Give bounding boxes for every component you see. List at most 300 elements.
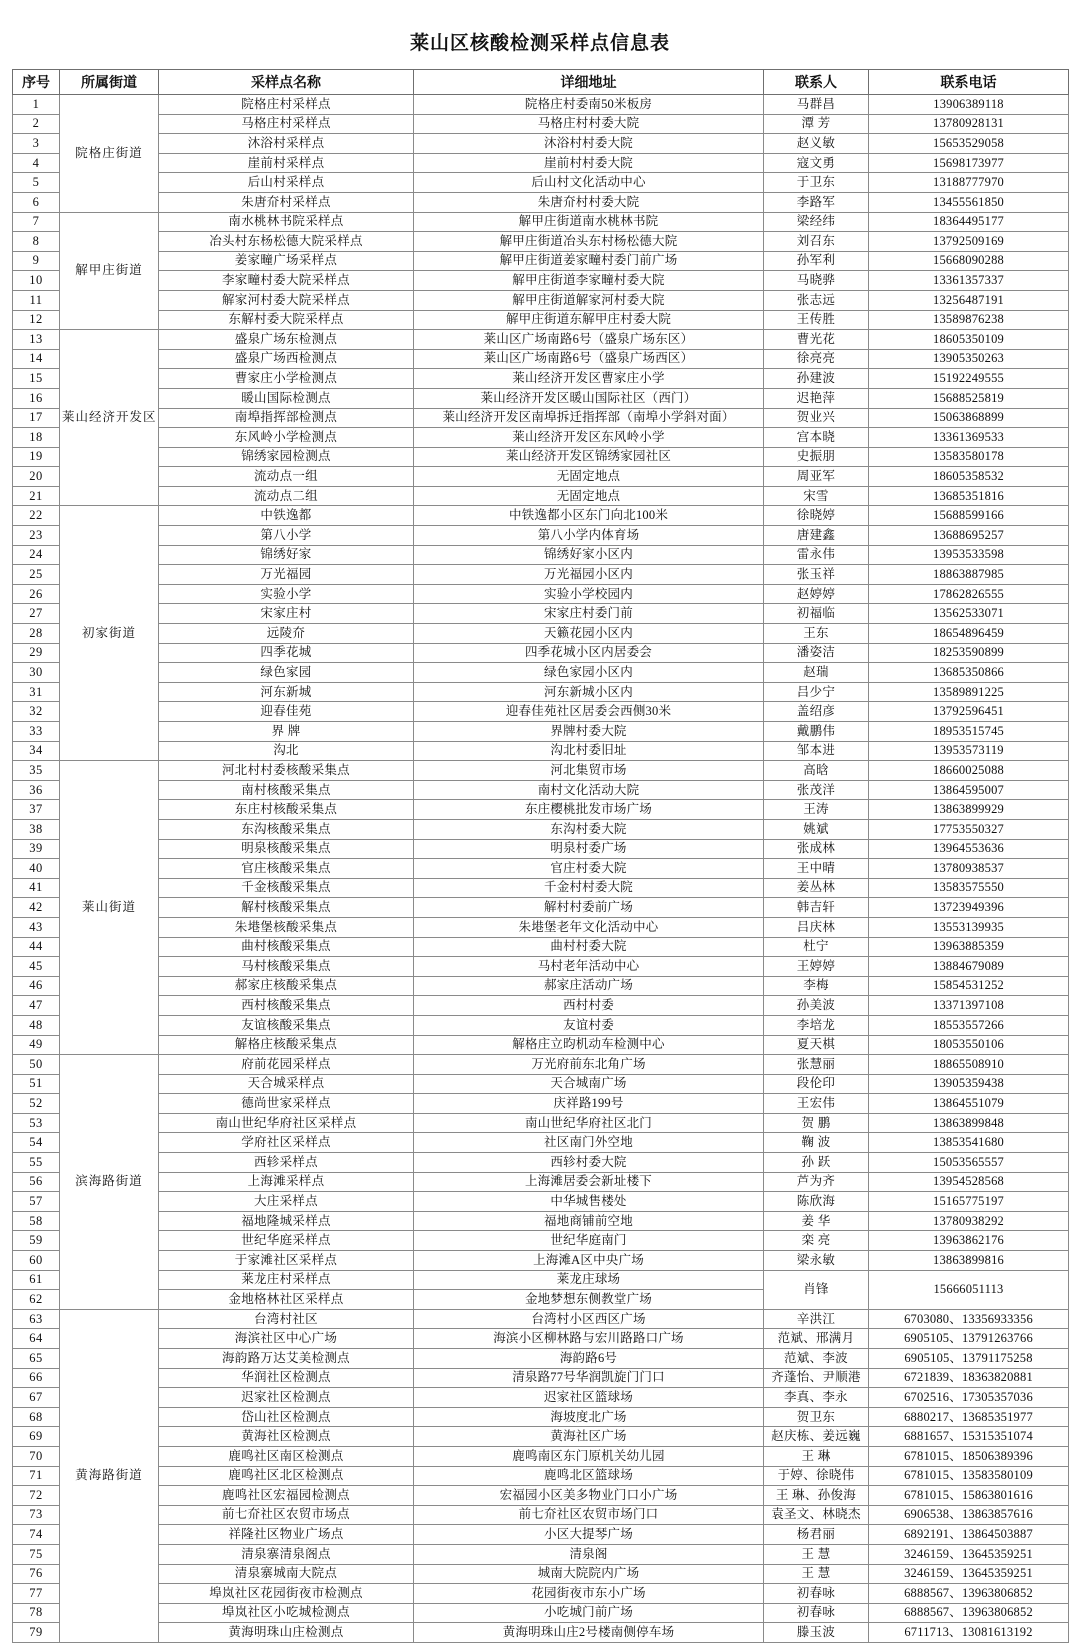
cell-address: 东沟村委大院 xyxy=(414,819,764,839)
cell-address: 鹿鸣北区篮球场 xyxy=(414,1466,764,1486)
cell-address: 海坡度北广场 xyxy=(414,1407,764,1427)
cell-person: 徐晓婷 xyxy=(764,506,869,526)
cell-address: 金地梦想东侧教堂广场 xyxy=(414,1290,764,1310)
cell-person: 滕玉波 xyxy=(764,1623,869,1643)
cell-index: 6 xyxy=(13,192,60,212)
cell-person: 王 琳、孙俊海 xyxy=(764,1486,869,1506)
cell-phone: 13963885359 xyxy=(869,937,1069,957)
cell-address: 清泉阁 xyxy=(414,1544,764,1564)
cell-phone: 6721839、18363820881 xyxy=(869,1368,1069,1388)
cell-name: 台湾村社区 xyxy=(159,1309,414,1329)
cell-person: 寇文勇 xyxy=(764,153,869,173)
cell-index: 45 xyxy=(13,957,60,977)
cell-phone: 6905105、13791263766 xyxy=(869,1329,1069,1349)
cell-phone: 13583580178 xyxy=(869,447,1069,467)
cell-name: 岱山社区检测点 xyxy=(159,1407,414,1427)
cell-phone: 18865508910 xyxy=(869,1055,1069,1075)
cell-address: 朱塂堡老年文化活动中心 xyxy=(414,917,764,937)
cell-index: 38 xyxy=(13,819,60,839)
cell-address: 莱山经济开发区南埠拆迁指挥部（南埠小学斜对面） xyxy=(414,408,764,428)
cell-index: 5 xyxy=(13,173,60,193)
cell-index: 69 xyxy=(13,1427,60,1447)
cell-name: 朱唐夼村采样点 xyxy=(159,192,414,212)
table-row xyxy=(13,1368,1069,1388)
cell-index: 74 xyxy=(13,1525,60,1545)
table-row xyxy=(13,1133,1069,1153)
cell-index: 34 xyxy=(13,741,60,761)
cell-address: 河北集贸市场 xyxy=(414,761,764,781)
cell-phone: 6711713、13081613192 xyxy=(869,1623,1069,1643)
cell-name: 迎春佳苑 xyxy=(159,702,414,722)
cell-name: 金地格林社区采样点 xyxy=(159,1290,414,1310)
cell-name: 于家滩社区采样点 xyxy=(159,1251,414,1271)
cell-index: 32 xyxy=(13,702,60,722)
cell-name: 暖山国际检测点 xyxy=(159,388,414,408)
cell-index: 33 xyxy=(13,722,60,742)
table-row xyxy=(13,1270,1069,1290)
cell-name: 南山世纪华府社区采样点 xyxy=(159,1113,414,1133)
cell-index: 35 xyxy=(13,761,60,781)
cell-name: 院格庄村采样点 xyxy=(159,95,414,115)
table-row xyxy=(13,1192,1069,1212)
cell-person: 王 慧 xyxy=(764,1544,869,1564)
cell-street: 院格庄街道 xyxy=(60,95,159,213)
cell-name: 祥隆社区物业广场点 xyxy=(159,1525,414,1545)
cell-name: 世纪华庭采样点 xyxy=(159,1231,414,1251)
cell-name: 上海滩采样点 xyxy=(159,1172,414,1192)
cell-phone: 13589891225 xyxy=(869,682,1069,702)
table-row xyxy=(13,310,1069,330)
cell-name: 马村核酸采集点 xyxy=(159,957,414,977)
cell-phone: 18253590899 xyxy=(869,643,1069,663)
cell-phone: 18660025088 xyxy=(869,761,1069,781)
cell-phone: 18863887985 xyxy=(869,565,1069,585)
cell-address: 崖前村村委大院 xyxy=(414,153,764,173)
cell-name: 河北村村委核酸采集点 xyxy=(159,761,414,781)
table-row xyxy=(13,565,1069,585)
cell-index: 42 xyxy=(13,898,60,918)
cell-index: 48 xyxy=(13,1015,60,1035)
cell-name: 界 牌 xyxy=(159,722,414,742)
cell-phone: 13553139935 xyxy=(869,917,1069,937)
table-row xyxy=(13,526,1069,546)
cell-phone: 6888567、13963806852 xyxy=(869,1603,1069,1623)
cell-address: 花园街夜市东小广场 xyxy=(414,1584,764,1604)
table-row xyxy=(13,1309,1069,1329)
cell-name: 清泉寨清泉阁点 xyxy=(159,1544,414,1564)
cell-address: 万光府前东北角广场 xyxy=(414,1055,764,1075)
cell-phone: 15053565557 xyxy=(869,1153,1069,1173)
cell-person: 王婷婷 xyxy=(764,957,869,977)
cell-phone: 13780938292 xyxy=(869,1211,1069,1231)
table-row xyxy=(13,506,1069,526)
table-row xyxy=(13,232,1069,252)
cell-address: 黄海明珠山庄2号楼南侧停车场 xyxy=(414,1623,764,1643)
cell-address: 后山村文化活动中心 xyxy=(414,173,764,193)
table-row xyxy=(13,761,1069,781)
cell-index: 7 xyxy=(13,212,60,232)
cell-index: 47 xyxy=(13,996,60,1016)
table-row xyxy=(13,996,1069,1016)
cell-phone: 13792509169 xyxy=(869,232,1069,252)
cell-person: 张茂洋 xyxy=(764,780,869,800)
cell-index: 2 xyxy=(13,114,60,134)
cell-person: 王 琳 xyxy=(764,1446,869,1466)
cell-person: 马晓骅 xyxy=(764,271,869,291)
table-container xyxy=(0,69,1080,1643)
cell-address: 锦绣好家小区内 xyxy=(414,545,764,565)
table-body xyxy=(13,95,1069,1643)
cell-address: 无固定地点 xyxy=(414,486,764,506)
table-row xyxy=(13,898,1069,918)
cell-person: 高晗 xyxy=(764,761,869,781)
cell-name: 西轸采样点 xyxy=(159,1153,414,1173)
cell-address: 莱山经济开发区锦绣家园社区 xyxy=(414,447,764,467)
cell-phone: 15165775197 xyxy=(869,1192,1069,1212)
table-header-row xyxy=(13,70,1069,95)
cell-name: 实验小学 xyxy=(159,584,414,604)
cell-index: 16 xyxy=(13,388,60,408)
cell-index: 9 xyxy=(13,251,60,271)
cell-address: 黄海社区广场 xyxy=(414,1427,764,1447)
cell-street: 初家街道 xyxy=(60,506,159,761)
column-header-phone: 联系电话 xyxy=(869,70,1069,95)
table-row xyxy=(13,1231,1069,1251)
cell-phone: 3246159、13645359251 xyxy=(869,1544,1069,1564)
cell-index: 55 xyxy=(13,1153,60,1173)
cell-name: 福地隆城采样点 xyxy=(159,1211,414,1231)
table-row xyxy=(13,1094,1069,1114)
cell-address: 海滨小区柳林路与宏川路路口广场 xyxy=(414,1329,764,1349)
cell-index: 71 xyxy=(13,1466,60,1486)
table-row xyxy=(13,428,1069,448)
table-row xyxy=(13,1055,1069,1075)
cell-person: 孙美波 xyxy=(764,996,869,1016)
cell-name: 锦绣家园检测点 xyxy=(159,447,414,467)
table-row xyxy=(13,369,1069,389)
cell-index: 28 xyxy=(13,624,60,644)
cell-phone: 18053550106 xyxy=(869,1035,1069,1055)
cell-index: 27 xyxy=(13,604,60,624)
cell-address: 清泉路77号华润凯旋门门口 xyxy=(414,1368,764,1388)
cell-street: 莱山经济开发区 xyxy=(60,330,159,506)
cell-person: 韩吉轩 xyxy=(764,898,869,918)
cell-person: 潭 芳 xyxy=(764,114,869,134)
cell-person: 王宏伟 xyxy=(764,1094,869,1114)
table-row xyxy=(13,1544,1069,1564)
table-row xyxy=(13,1603,1069,1623)
cell-phone: 15688525819 xyxy=(869,388,1069,408)
cell-name: 海滨社区中心广场 xyxy=(159,1329,414,1349)
table-row xyxy=(13,819,1069,839)
cell-person: 夏天棋 xyxy=(764,1035,869,1055)
cell-address: 绿色家园小区内 xyxy=(414,663,764,683)
cell-address: 万光福园小区内 xyxy=(414,565,764,585)
cell-phone: 13864595007 xyxy=(869,780,1069,800)
table-row xyxy=(13,917,1069,937)
cell-person: 张玉祥 xyxy=(764,565,869,585)
cell-index: 72 xyxy=(13,1486,60,1506)
cell-index: 18 xyxy=(13,428,60,448)
cell-index: 30 xyxy=(13,663,60,683)
cell-phone: 13863899848 xyxy=(869,1113,1069,1133)
cell-index: 76 xyxy=(13,1564,60,1584)
cell-name: 宋家庄村 xyxy=(159,604,414,624)
cell-index: 40 xyxy=(13,859,60,879)
cell-index: 73 xyxy=(13,1505,60,1525)
cell-index: 19 xyxy=(13,447,60,467)
cell-phone: 6881657、15315351074 xyxy=(869,1427,1069,1447)
cell-person: 潘姿洁 xyxy=(764,643,869,663)
cell-address: 沐浴村村委大院 xyxy=(414,134,764,154)
cell-address: 上海滩A区中央广场 xyxy=(414,1251,764,1271)
cell-name: 绿色家园 xyxy=(159,663,414,683)
table-row xyxy=(13,173,1069,193)
table-row xyxy=(13,702,1069,722)
cell-address: 朱唐夼村村委大院 xyxy=(414,192,764,212)
cell-person: 刘召东 xyxy=(764,232,869,252)
cell-person: 贺 鹏 xyxy=(764,1113,869,1133)
table-row xyxy=(13,134,1069,154)
column-header-index: 序号 xyxy=(13,70,60,95)
cell-person: 李梅 xyxy=(764,976,869,996)
cell-index: 39 xyxy=(13,839,60,859)
table-row xyxy=(13,1349,1069,1369)
cell-person: 雷永伟 xyxy=(764,545,869,565)
cell-phone: 6702516、17305357036 xyxy=(869,1388,1069,1408)
cell-index: 64 xyxy=(13,1329,60,1349)
cell-index: 23 xyxy=(13,526,60,546)
cell-phone: 13780938537 xyxy=(869,859,1069,879)
cell-address: 东庄樱桃批发市场广场 xyxy=(414,800,764,820)
cell-name: 冶头村东杨松德大院采样点 xyxy=(159,232,414,252)
sampling-points-table xyxy=(12,69,1069,1643)
cell-address: 莱龙庄球场 xyxy=(414,1270,764,1290)
cell-index: 65 xyxy=(13,1349,60,1369)
cell-address: 城南大院院内广场 xyxy=(414,1564,764,1584)
table-row xyxy=(13,1153,1069,1173)
cell-name: 埠岚社区小吃城检测点 xyxy=(159,1603,414,1623)
cell-index: 37 xyxy=(13,800,60,820)
cell-address: 千金村村委大院 xyxy=(414,878,764,898)
cell-phone: 13906389118 xyxy=(869,95,1069,115)
table-row xyxy=(13,682,1069,702)
cell-person: 杨君丽 xyxy=(764,1525,869,1545)
cell-person: 齐蓬怡、尹顺港 xyxy=(764,1368,869,1388)
cell-index: 15 xyxy=(13,369,60,389)
table-row xyxy=(13,1525,1069,1545)
cell-person: 杜宁 xyxy=(764,937,869,957)
table-row xyxy=(13,722,1069,742)
cell-address: 友谊村委 xyxy=(414,1015,764,1035)
table-row xyxy=(13,643,1069,663)
cell-name: 沐浴村采样点 xyxy=(159,134,414,154)
cell-person: 张成林 xyxy=(764,839,869,859)
table-row xyxy=(13,1564,1069,1584)
cell-index: 58 xyxy=(13,1211,60,1231)
table-row xyxy=(13,976,1069,996)
cell-phone: 15688599166 xyxy=(869,506,1069,526)
cell-address: 沟北村委旧址 xyxy=(414,741,764,761)
table-row xyxy=(13,1329,1069,1349)
cell-phone: 18364495177 xyxy=(869,212,1069,232)
cell-person: 袁圣文、林晓杰 xyxy=(764,1505,869,1525)
cell-index: 22 xyxy=(13,506,60,526)
cell-phone: 13256487191 xyxy=(869,290,1069,310)
table-row xyxy=(13,878,1069,898)
cell-person: 戴鹏伟 xyxy=(764,722,869,742)
cell-name: 盛泉广场东检测点 xyxy=(159,330,414,350)
cell-address: 中华城售楼处 xyxy=(414,1192,764,1212)
cell-address: 世纪华庭南门 xyxy=(414,1231,764,1251)
cell-address: 南山世纪华府社区北门 xyxy=(414,1113,764,1133)
cell-index: 46 xyxy=(13,976,60,996)
cell-name: 埠岚社区花园街夜市检测点 xyxy=(159,1584,414,1604)
cell-address: 庆祥路199号 xyxy=(414,1094,764,1114)
cell-person: 吕庆林 xyxy=(764,917,869,937)
cell-address: 马格庄村村委大院 xyxy=(414,114,764,134)
cell-index: 70 xyxy=(13,1446,60,1466)
cell-name: 流动点二组 xyxy=(159,486,414,506)
cell-address: 解甲庄街道东解甲庄村委大院 xyxy=(414,310,764,330)
cell-name: 明泉核酸采集点 xyxy=(159,839,414,859)
cell-index: 20 xyxy=(13,467,60,487)
cell-phone: 17753550327 xyxy=(869,819,1069,839)
cell-person: 赵婷婷 xyxy=(764,584,869,604)
cell-name: 学府社区采样点 xyxy=(159,1133,414,1153)
cell-index: 59 xyxy=(13,1231,60,1251)
cell-name: 曹家庄小学检测点 xyxy=(159,369,414,389)
cell-street: 解甲庄街道 xyxy=(60,212,159,330)
cell-index: 26 xyxy=(13,584,60,604)
cell-person: 徐亮亮 xyxy=(764,349,869,369)
cell-index: 78 xyxy=(13,1603,60,1623)
column-header-name: 采样点名称 xyxy=(159,70,414,95)
cell-index: 60 xyxy=(13,1251,60,1271)
cell-phone: 6892191、13864503887 xyxy=(869,1525,1069,1545)
cell-address: 迎春佳苑社区居委会西侧30米 xyxy=(414,702,764,722)
cell-index: 11 xyxy=(13,290,60,310)
cell-name: 鹿鸣社区南区检测点 xyxy=(159,1446,414,1466)
cell-person: 初春咏 xyxy=(764,1603,869,1623)
cell-address: 莱山经济开发区东风岭小学 xyxy=(414,428,764,448)
cell-person: 曹光花 xyxy=(764,330,869,350)
cell-phone: 13723949396 xyxy=(869,898,1069,918)
cell-index: 25 xyxy=(13,565,60,585)
cell-address: 解甲庄街道李家疃村委大院 xyxy=(414,271,764,291)
cell-person: 赵义敏 xyxy=(764,134,869,154)
cell-phone: 13953533598 xyxy=(869,545,1069,565)
cell-index: 52 xyxy=(13,1094,60,1114)
cell-address: 马村老年活动中心 xyxy=(414,957,764,977)
cell-phone: 15854531252 xyxy=(869,976,1069,996)
table-row xyxy=(13,271,1069,291)
cell-name: 东风岭小学检测点 xyxy=(159,428,414,448)
table-row xyxy=(13,349,1069,369)
cell-person: 李培龙 xyxy=(764,1015,869,1035)
cell-person: 王 慧 xyxy=(764,1564,869,1584)
cell-index: 56 xyxy=(13,1172,60,1192)
cell-address: 无固定地点 xyxy=(414,467,764,487)
cell-name: 流动点一组 xyxy=(159,467,414,487)
cell-person: 王传胜 xyxy=(764,310,869,330)
cell-street: 莱山街道 xyxy=(60,761,159,1055)
cell-index: 24 xyxy=(13,545,60,565)
cell-phone: 15666051113 xyxy=(869,1270,1069,1309)
cell-address: 解甲庄街道冶头东村杨松德大院 xyxy=(414,232,764,252)
column-header-street: 所属街道 xyxy=(60,70,159,95)
table-row xyxy=(13,114,1069,134)
cell-name: 德尚世家采样点 xyxy=(159,1094,414,1114)
cell-name: 四季花城 xyxy=(159,643,414,663)
table-row xyxy=(13,937,1069,957)
cell-name: 沟北 xyxy=(159,741,414,761)
cell-address: 莱山区广场南路6号（盛泉广场东区） xyxy=(414,330,764,350)
cell-index: 8 xyxy=(13,232,60,252)
cell-index: 1 xyxy=(13,95,60,115)
cell-person: 芦为齐 xyxy=(764,1172,869,1192)
cell-person: 盖绍彦 xyxy=(764,702,869,722)
cell-index: 31 xyxy=(13,682,60,702)
cell-name: 府前花园采样点 xyxy=(159,1055,414,1075)
cell-person: 赵瑞 xyxy=(764,663,869,683)
table-row xyxy=(13,1251,1069,1271)
cell-address: 上海滩居委会新址楼下 xyxy=(414,1172,764,1192)
cell-person: 初春咏 xyxy=(764,1584,869,1604)
cell-address: 解格庄立昀机动车检测中心 xyxy=(414,1035,764,1055)
cell-name: 姜家疃广场采样点 xyxy=(159,251,414,271)
cell-phone: 13589876238 xyxy=(869,310,1069,330)
cell-phone: 15192249555 xyxy=(869,369,1069,389)
cell-phone: 15668090288 xyxy=(869,251,1069,271)
cell-address: 天合城南广场 xyxy=(414,1074,764,1094)
table-row xyxy=(13,1486,1069,1506)
cell-name: 南埠指挥部检测点 xyxy=(159,408,414,428)
cell-phone: 13853541680 xyxy=(869,1133,1069,1153)
table-row xyxy=(13,212,1069,232)
cell-person: 鞠 波 xyxy=(764,1133,869,1153)
cell-street: 滨海路街道 xyxy=(60,1055,159,1310)
cell-index: 41 xyxy=(13,878,60,898)
cell-person: 姚斌 xyxy=(764,819,869,839)
column-header-address: 详细地址 xyxy=(414,70,764,95)
cell-phone: 13361369533 xyxy=(869,428,1069,448)
cell-address: 西村村委 xyxy=(414,996,764,1016)
cell-address: 中铁逸都小区东门向北100米 xyxy=(414,506,764,526)
cell-index: 54 xyxy=(13,1133,60,1153)
cell-name: 李家疃村委大院采样点 xyxy=(159,271,414,291)
cell-address: 界牌村委大院 xyxy=(414,722,764,742)
cell-person: 周亚军 xyxy=(764,467,869,487)
cell-person: 陈欣海 xyxy=(764,1192,869,1212)
cell-index: 57 xyxy=(13,1192,60,1212)
table-row xyxy=(13,584,1069,604)
cell-phone: 15698173977 xyxy=(869,153,1069,173)
cell-address: 四季花城小区内居委会 xyxy=(414,643,764,663)
cell-phone: 13371397108 xyxy=(869,996,1069,1016)
cell-person: 肖锋 xyxy=(764,1270,869,1309)
table-row xyxy=(13,1466,1069,1486)
cell-person: 段伦印 xyxy=(764,1074,869,1094)
cell-person: 辛洪江 xyxy=(764,1309,869,1329)
cell-index: 67 xyxy=(13,1388,60,1408)
cell-name: 黄海社区检测点 xyxy=(159,1427,414,1447)
cell-phone: 13583575550 xyxy=(869,878,1069,898)
page-title: 莱山区核酸检测采样点信息表 xyxy=(409,33,670,54)
cell-index: 77 xyxy=(13,1584,60,1604)
cell-name: 第八小学 xyxy=(159,526,414,546)
cell-index: 12 xyxy=(13,310,60,330)
